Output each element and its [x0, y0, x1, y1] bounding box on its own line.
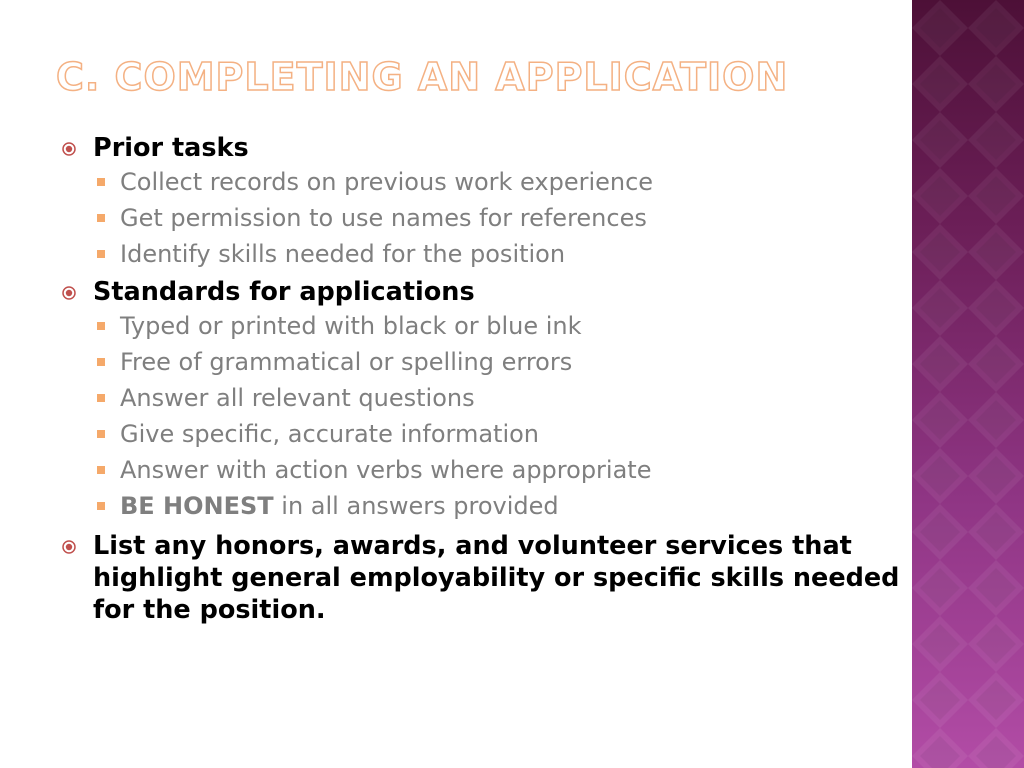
list-item-text: Answer with action verbs where appropriate	[120, 456, 652, 484]
section-heading: List any honors, awards, and volunteer services that highlight general employability or specific skills needed for the position.	[93, 531, 900, 625]
list-item-text: Answer all relevant questions	[120, 384, 475, 412]
section-heading: Standards for applications	[93, 277, 475, 307]
list-item	[62, 380, 942, 416]
section-honors	[62, 530, 942, 626]
circle-bullet-icon	[62, 142, 76, 156]
square-bullet-icon	[97, 394, 105, 402]
square-bullet-icon	[97, 250, 105, 258]
list-item	[62, 308, 942, 344]
square-bullet-icon	[97, 502, 105, 510]
list-item	[62, 200, 942, 236]
square-bullet-icon	[97, 430, 105, 438]
list-item	[62, 164, 942, 200]
circle-bullet-icon	[62, 540, 76, 554]
list-item	[62, 452, 942, 488]
list-item-honesty	[62, 488, 942, 524]
section-standards	[62, 276, 942, 308]
section-prior-tasks	[62, 132, 942, 164]
list-item-text: Give specific, accurate information	[120, 420, 540, 448]
square-bullet-icon	[97, 358, 105, 366]
section-heading: Prior tasks	[93, 133, 249, 163]
slide-content	[62, 128, 942, 626]
list-item-text: Identify skills needed for the position	[120, 240, 566, 268]
square-bullet-icon	[97, 214, 105, 222]
list-item	[62, 416, 942, 452]
circle-bullet-icon	[62, 286, 76, 300]
emphasis-text: BE HONEST	[120, 492, 274, 520]
list-item-text: in all answers provided	[273, 492, 559, 520]
square-bullet-icon	[97, 178, 105, 186]
square-bullet-icon	[97, 466, 105, 474]
list-item-text: Typed or printed with black or blue ink	[120, 312, 582, 340]
list-item-text: Free of grammatical or spelling errors	[120, 348, 573, 376]
list-item	[62, 344, 942, 380]
list-item-text: Get permission to use names for references	[120, 204, 647, 232]
slide-title: C. COMPLETING AN APPLICATION	[56, 55, 789, 99]
list-item-text: Collect records on previous work experience	[120, 168, 654, 196]
square-bullet-icon	[97, 322, 105, 330]
list-item	[62, 236, 942, 272]
